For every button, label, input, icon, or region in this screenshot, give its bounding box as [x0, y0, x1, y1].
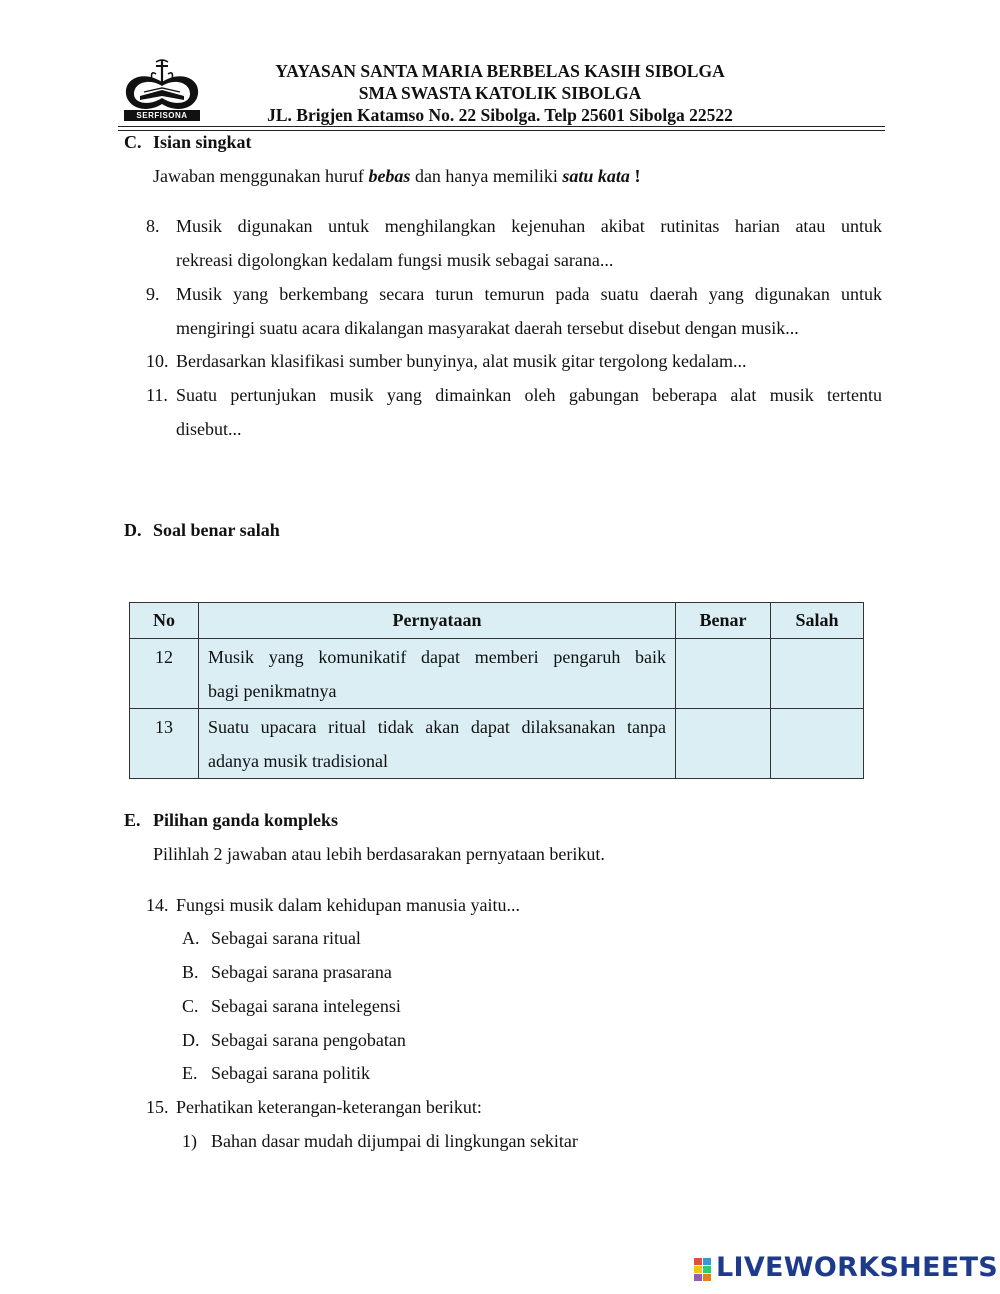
header-school-name: SMA SWASTA KATOLIK SIBOLGA: [358, 83, 642, 103]
answer-true-cell[interactable]: [676, 639, 771, 709]
question-9-line2: mengiringi suatu acara dikalangan masyarakat daerah tersebut disebut dengan musik...: [176, 318, 799, 338]
table-row: [130, 709, 864, 779]
question-14-text: Fungsi musik dalam kehidupan manusia yaitu...: [176, 895, 520, 915]
option-letter: A.: [182, 928, 200, 948]
option-letter: C.: [182, 996, 199, 1016]
option-text: Sebagai sarana ritual: [211, 928, 361, 948]
question-8-line1: Musik digunakan untuk menghilangkan kejenuhan akibat rutinitas harian atau untuk: [176, 216, 882, 236]
option-e[interactable]: [182, 1062, 370, 1084]
section-d-title: Soal benar salah: [153, 520, 280, 540]
question-11-line1: Suatu pertunjukan musik yang dimainkan oleh gabungan beberapa alat musik tertentu: [176, 385, 882, 405]
answer-true-cell[interactable]: [676, 709, 771, 779]
col-header-statement: Pernyataan: [199, 603, 676, 639]
liveworksheets-logo-icon: [694, 1258, 712, 1281]
statement-13-line2: adanya musik tradisional: [208, 751, 388, 771]
question-number: 10.: [146, 351, 169, 371]
statement-12-line2: bagi penikmatnya: [208, 681, 337, 701]
table-row: [130, 639, 864, 709]
header-address: JL. Brigjen Katamso No. 22 Sibolga. Telp 25601 Sibolga 22522: [267, 105, 733, 125]
liveworksheets-watermark: LIVEWORKSHEETS: [716, 1252, 999, 1283]
section-c-instruction: [153, 165, 640, 187]
item-text: Bahan dasar mudah dijumpai di lingkungan sekitar: [211, 1131, 578, 1151]
header-rule-top: [118, 126, 885, 127]
option-letter: D.: [182, 1030, 200, 1050]
answer-false-cell[interactable]: [771, 709, 864, 779]
col-header-false: Salah: [771, 603, 864, 639]
question-11-line2: disebut...: [176, 419, 242, 439]
option-b[interactable]: [182, 961, 392, 983]
section-e-heading: [124, 809, 338, 831]
row-number: 13: [130, 709, 199, 779]
col-header-no: No: [130, 603, 199, 639]
option-text: Sebagai sarana pengobatan: [211, 1030, 406, 1050]
true-false-table: [129, 602, 864, 779]
statement-item: [182, 1130, 578, 1152]
section-e-letter: E.: [124, 810, 141, 830]
statement-12-line1: Musik yang komunikatif dapat memberi pengaruh baik: [208, 647, 666, 667]
question-number: 11.: [146, 385, 168, 405]
logo-label: SERFISONA: [136, 111, 188, 120]
instr-text: Jawaban menggunakan huruf: [153, 166, 369, 186]
row-statement: [199, 709, 676, 779]
option-letter: B.: [182, 962, 199, 982]
question-8-line2: rekreasi digolongkan kedalam fungsi musik sebagai sarana...: [176, 250, 614, 270]
col-header-true: Benar: [676, 603, 771, 639]
school-logo: [122, 56, 202, 122]
section-e-title: Pilihan ganda kompleks: [153, 810, 339, 830]
item-number: 1): [182, 1131, 197, 1151]
option-text: Sebagai sarana politik: [211, 1063, 370, 1083]
instr-emphasis-bebas: bebas: [368, 166, 411, 186]
question-15-text: Perhatikan keterangan-keterangan berikut:: [176, 1097, 482, 1117]
row-statement: [199, 639, 676, 709]
question-number: 8.: [146, 216, 160, 236]
option-c[interactable]: [182, 995, 401, 1017]
option-text: Sebagai sarana intelegensi: [211, 996, 401, 1016]
option-a[interactable]: [182, 927, 361, 949]
question-number: 15.: [146, 1097, 169, 1117]
question-9-line1: Musik yang berkembang secara turun temurun pada suatu daerah yang digunakan untuk: [176, 284, 882, 304]
section-d-heading: [124, 519, 280, 541]
question-number: 9.: [146, 284, 160, 304]
option-letter: E.: [182, 1063, 198, 1083]
question-number: 14.: [146, 895, 169, 915]
option-text: Sebagai sarana prasarana: [211, 962, 392, 982]
header-foundation-name: YAYASAN SANTA MARIA BERBELAS KASIH SIBOLGA: [275, 61, 725, 81]
instr-emphasis-satu-kata: satu kata: [562, 166, 630, 186]
statement-13-line1: Suatu upacara ritual tidak akan dapat dilaksanakan tanpa: [208, 717, 666, 737]
question-10-text: Berdasarkan klasifikasi sumber bunyinya, alat musik gitar tergolong kedalam...: [176, 351, 747, 371]
answer-false-cell[interactable]: [771, 639, 864, 709]
instr-text-mid: dan hanya memiliki: [410, 166, 563, 186]
instr-exclamation: !: [629, 166, 641, 186]
section-e-instruction: Pilihlah 2 jawaban atau lebih berdasarakan pernyataan berikut.: [153, 844, 605, 864]
section-d-letter: D.: [124, 520, 142, 540]
section-c-heading: [124, 131, 252, 153]
section-c-letter: C.: [124, 132, 142, 152]
option-d[interactable]: [182, 1029, 406, 1051]
row-number: 12: [130, 639, 199, 709]
section-c-title: Isian singkat: [153, 132, 252, 152]
table-header-row: [130, 603, 864, 639]
